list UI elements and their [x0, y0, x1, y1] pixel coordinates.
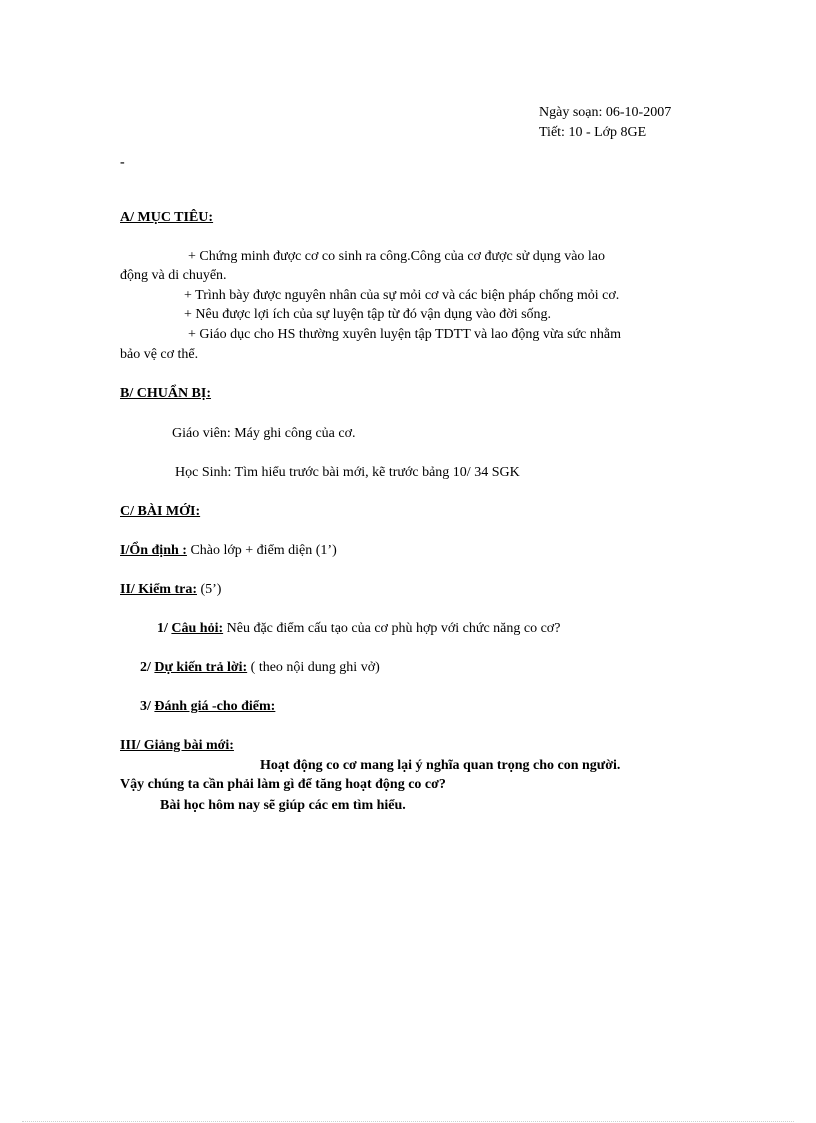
kiem-tra-label: II/ Kiểm tra:: [120, 582, 197, 597]
objective-1: + Chứng minh được cơ co sinh ra công.Công của cơ được sử dụng vào lao: [188, 249, 606, 264]
objective-1-cont: động và di chuyển.: [120, 268, 227, 283]
kiem-tra-line: [120, 581, 221, 599]
intro-line-1: Hoạt động co cơ mang lại ý nghĩa quan trọng cho con người.: [260, 758, 621, 773]
section-b-heading: B/ CHUẨN BỊ:: [120, 386, 212, 401]
on-dinh-label: I/Ổn định :: [120, 543, 187, 558]
intro-line-2: Vậy chúng ta cần phải làm gì để tăng hoạt động co cơ?: [120, 777, 446, 792]
grading-line: [140, 698, 275, 716]
intro-line-3: Bài học hôm nay sẽ giúp các em tìm hiểu.: [160, 798, 406, 813]
date-line: Ngày soạn: 06-10-2007: [539, 105, 672, 120]
answer-label: Dự kiến trả lời:: [154, 660, 248, 675]
class-line: Tiết: 10 - Lớp 8GE: [539, 125, 647, 140]
on-dinh-line: [120, 542, 337, 560]
answer-text: ( theo nội dung ghi vở): [247, 660, 380, 675]
on-dinh-text: Chào lớp + điểm diện (1’): [186, 543, 337, 558]
kiem-tra-text: (5’): [196, 582, 222, 597]
section-a-heading: A/ MỤC TIÊU:: [120, 210, 214, 225]
section-c-heading: C/ BÀI MỚI:: [120, 504, 201, 519]
question-text: Nêu đặc điểm cấu tạo của cơ phù hợp với chức năng co cơ?: [223, 621, 561, 636]
teacher-prep: Giáo viên: Máy ghi công của cơ.: [172, 426, 356, 441]
question-number: 1/: [157, 621, 172, 636]
question-line: [157, 620, 560, 638]
objective-2: + Trình bày được nguyên nhân của sự mỏi cơ và các biện pháp chống mỏi cơ.: [184, 288, 620, 303]
grading-number: 3/: [140, 699, 155, 714]
student-prep: Học Sinh: Tìm hiểu trước bài mới, kẽ trước bảng 10/ 34 SGK: [175, 465, 520, 480]
expected-answer-line: [140, 659, 380, 677]
objective-4-cont: bảo vệ cơ thể.: [120, 347, 199, 362]
dash-mark: -: [120, 155, 125, 170]
answer-number: 2/: [140, 660, 155, 675]
objective-4: + Giáo dục cho HS thường xuyên luyện tập TDTT và lao động vừa sức nhằm: [188, 327, 621, 342]
grading-label: Đánh giá -cho điểm:: [154, 699, 276, 714]
objective-3: + Nêu được lợi ích của sự luyện tập từ đó vận dụng vào đời sống.: [184, 307, 552, 322]
giang-bai-heading: III/ Giảng bài mới:: [120, 738, 234, 753]
question-label: Câu hỏi:: [171, 621, 224, 636]
